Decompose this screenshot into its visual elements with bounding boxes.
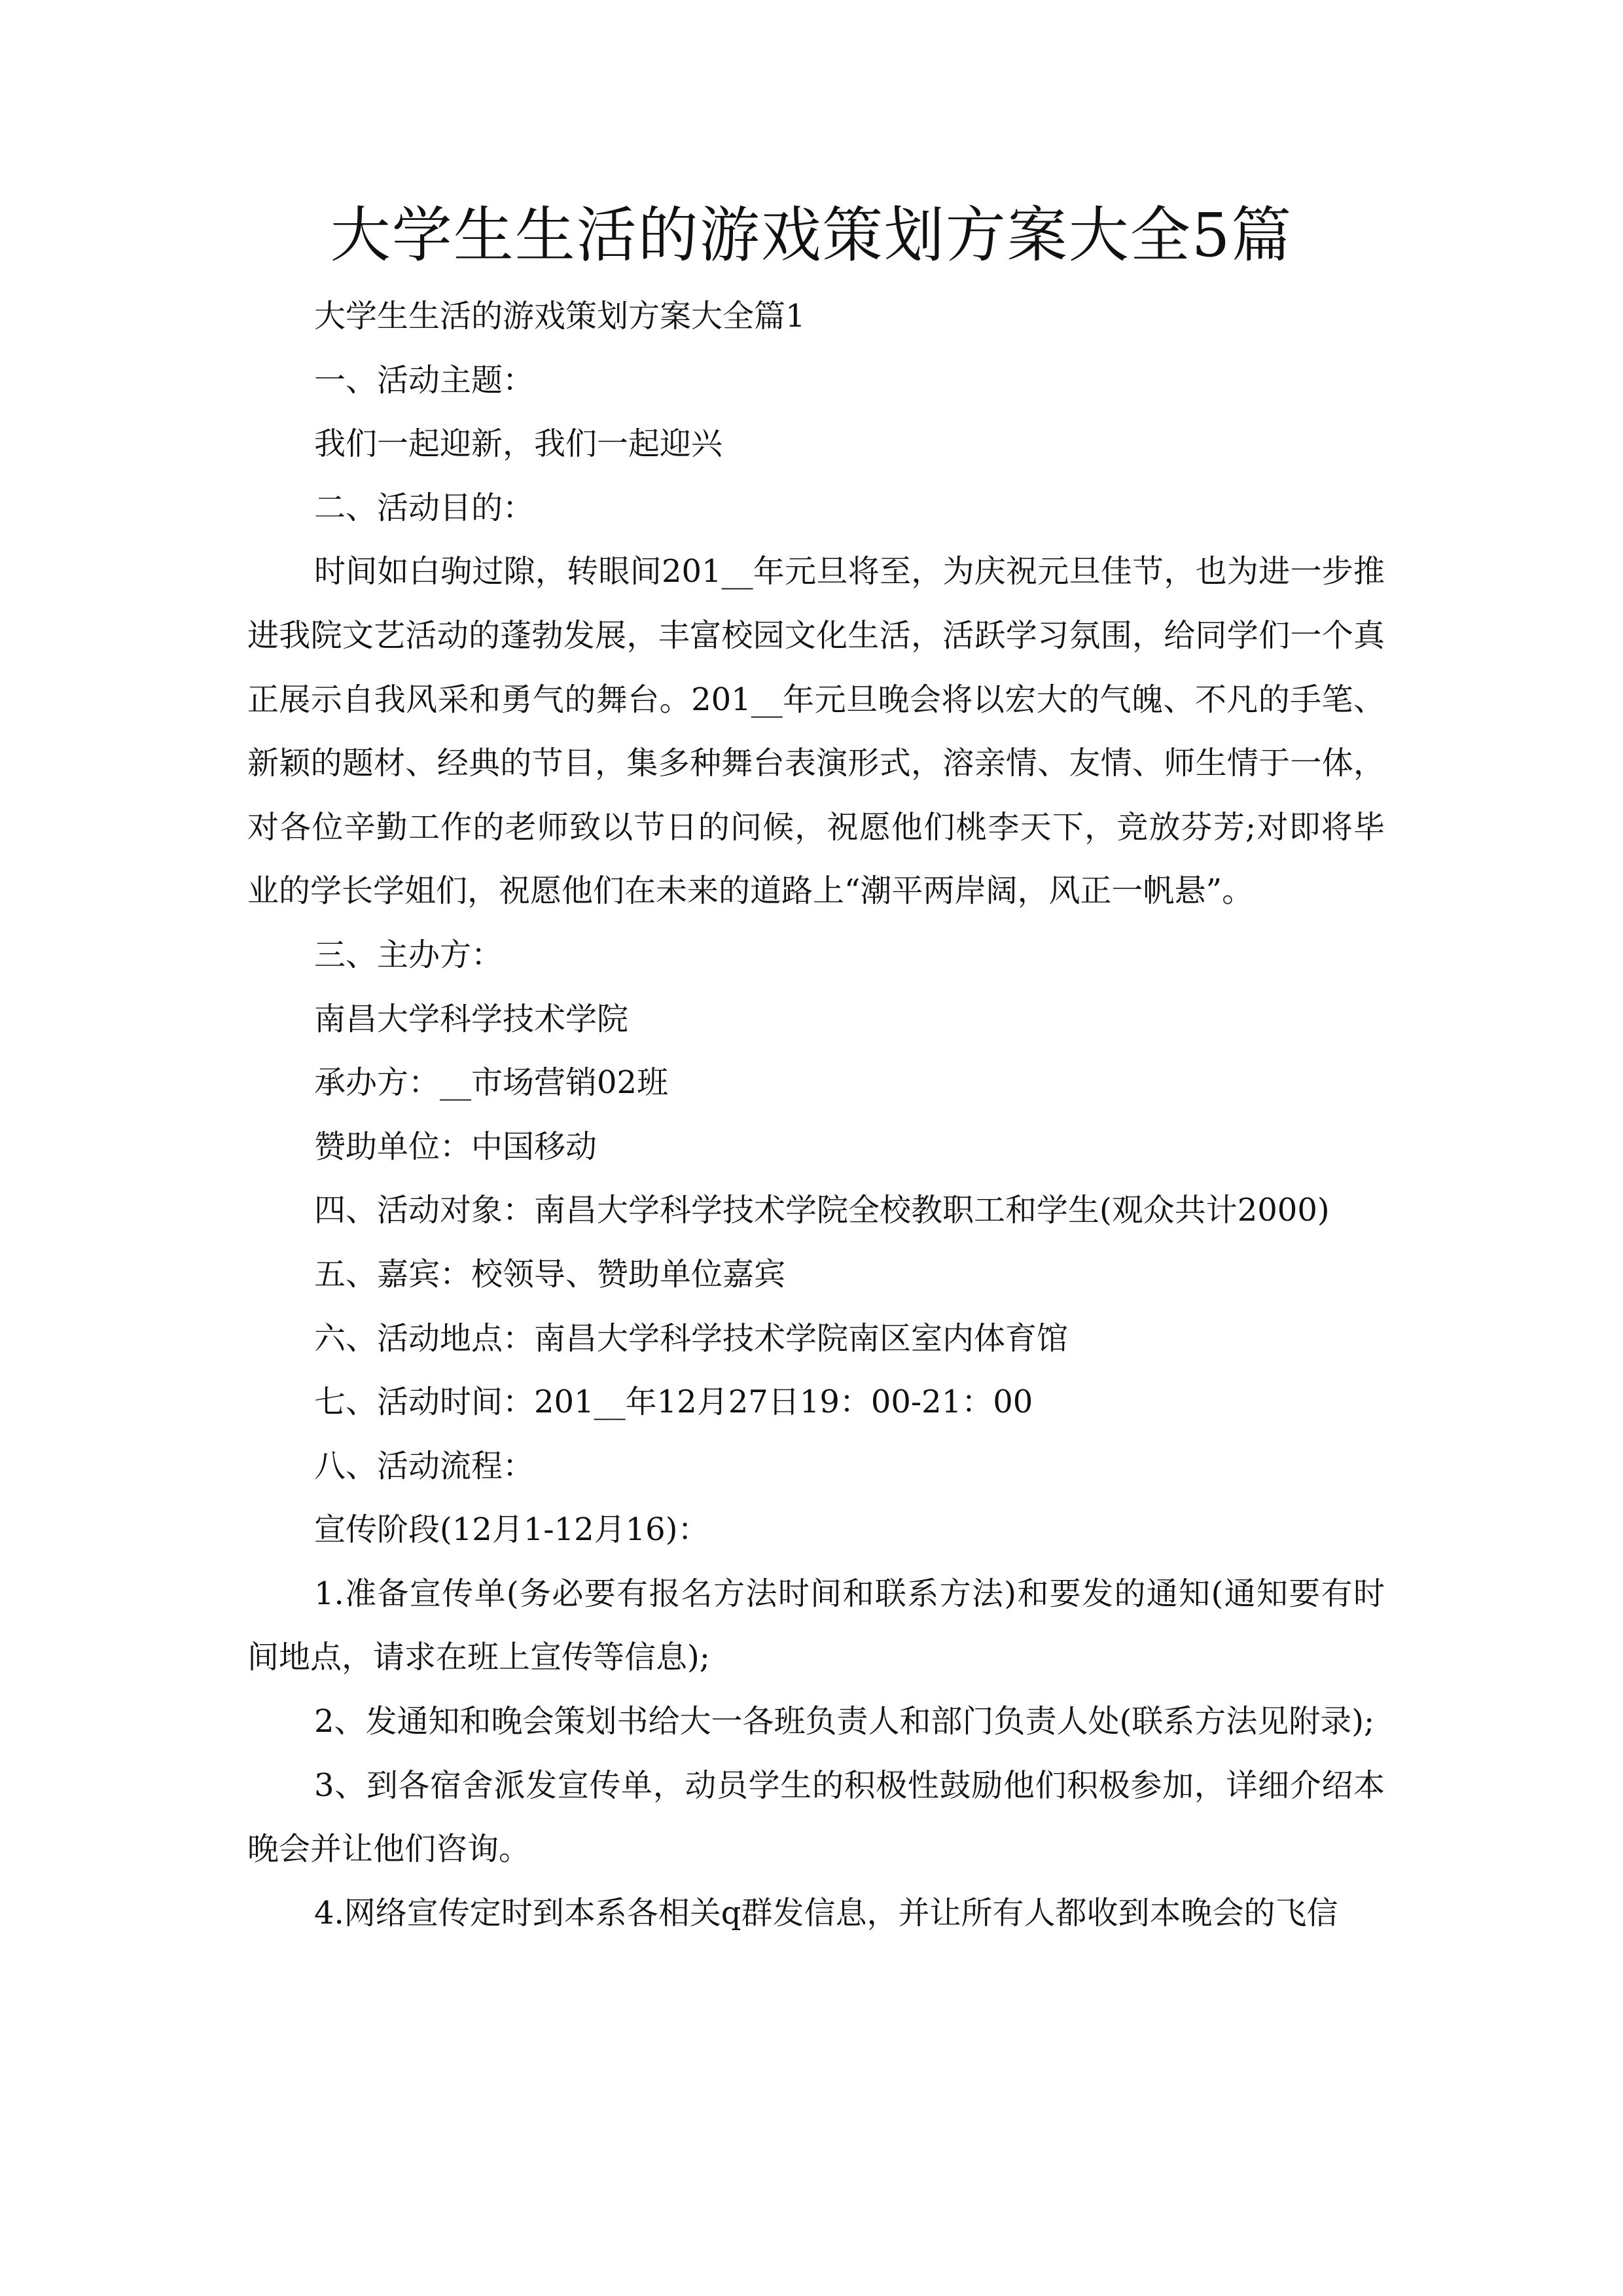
list-item: 1.准备宣传单(务必要有报名方法时间和联系方法)和要发的通知(通知要有时间地点，请求在班上宣传等信息); — [247, 1575, 1385, 1676]
paragraph-time: 七、活动时间：201__年12月27日19：00-21：00 — [314, 1384, 1033, 1421]
document-body — [247, 285, 1385, 1945]
paragraph-venue: 六、活动地点：南昌大学科学技术学院南区室内体育馆 — [314, 1319, 1069, 1357]
paragraph-purpose: 时间如白驹过隙，转眼间201__年元旦将至，为庆祝元旦佳节，也为进一步推进我院文艺活动的蓬勃发展，丰富校园文化生活，活跃学习氛围，给同学们一个真正展示自我风采和勇气的舞台。201__年元旦晚会将以宏大的气魄、不凡的手笔、新颖的题材、经典的节目，集多种舞台表演形式，溶亲情、友情、师生情于一体，对各位辛勤工作的老师致以节日的问候，祝愿他们桃李天下，竞放芬芳;对即将毕业的学长学姐们，祝愿他们在未来的道路上“潮平两岸阔，风正一帆悬”。 — [247, 553, 1385, 910]
paragraph-organizer: 南昌大学科学技术学院 — [314, 1000, 629, 1037]
paragraph-guests: 五、嘉宾：校领导、赞助单位嘉宾 — [314, 1255, 786, 1293]
paragraph-co-organizer: 承办方：__市场营销02班 — [314, 1064, 669, 1102]
list-item: 4.网络宣传定时到本系各相关q群发信息，并让所有人都收到本晚会的飞信 — [314, 1894, 1338, 1931]
heading-theme: 一、活动主题： — [314, 361, 535, 399]
heading-purpose: 二、活动目的： — [314, 489, 535, 526]
paragraph-promo-stage: 宣传阶段(12月1-12月16)： — [314, 1511, 709, 1549]
heading-process: 八、活动流程： — [314, 1447, 535, 1484]
heading-organizer: 三、主办方： — [314, 936, 503, 973]
list-item: 2、发通知和晚会策划书给大一各班负责人和部门负责人处(联系方法见附录); — [314, 1703, 1375, 1740]
paragraph-sponsor: 赞助单位：中国移动 — [314, 1128, 597, 1165]
document-title: 大学生生活的游戏策划方案大全5篇 — [330, 200, 1293, 270]
list-item: 3、到各宿舍派发宣传单，动员学生的积极性鼓励他们积极参加，详细介绍本晚会并让他们咨询。 — [247, 1767, 1385, 1868]
paragraph-audience: 四、活动对象：南昌大学科学技术学院全校教职工和学生(观众共计2000) — [314, 1192, 1330, 1229]
section-subtitle: 大学生生活的游戏策划方案大全篇1 — [314, 298, 806, 334]
paragraph-theme: 我们一起迎新，我们一起迎兴 — [314, 425, 723, 463]
